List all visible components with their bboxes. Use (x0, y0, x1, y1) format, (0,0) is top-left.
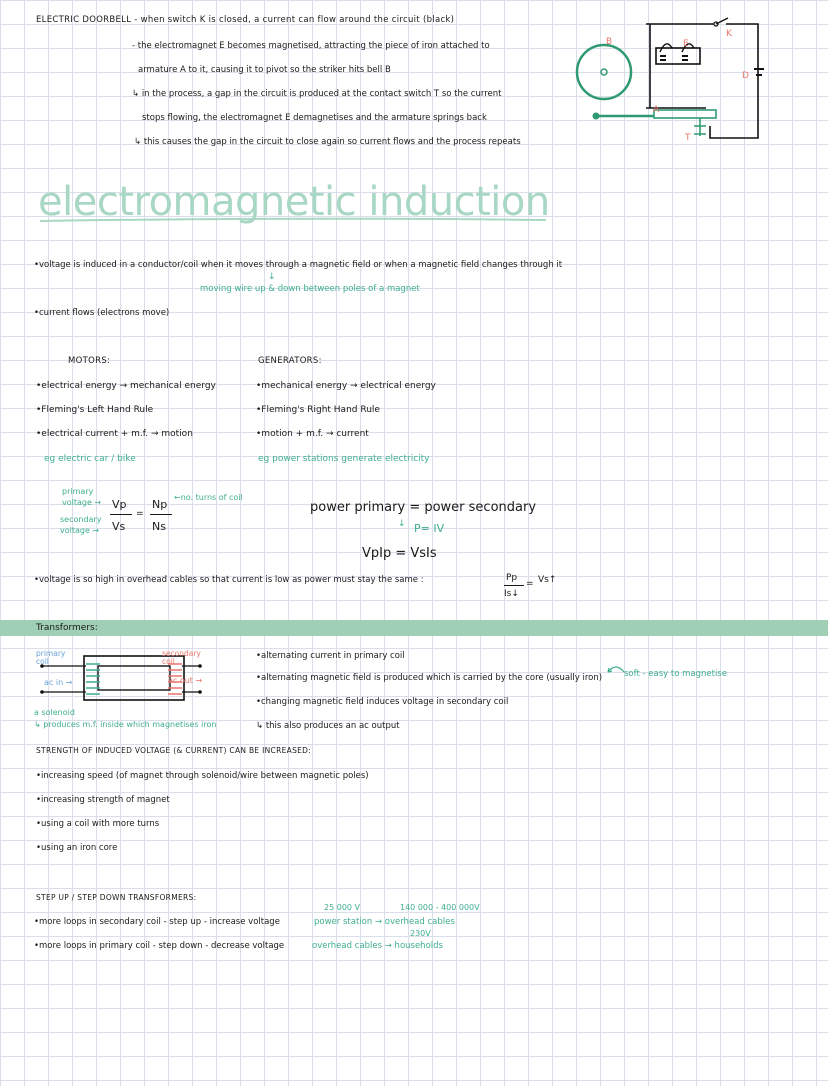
vs: Vs (112, 520, 126, 533)
transformer-point-4: ↳ this also produces an ac output (256, 721, 400, 731)
stepup-item-2: •more loops in primary coil - step down - decrease voltage (34, 941, 285, 951)
bell-shape (577, 45, 631, 99)
power-equation: power primary = power secondary (310, 500, 537, 515)
generators-header: GENERATORS: (258, 356, 322, 366)
label-t: T (685, 133, 691, 143)
strength-item-3: •using a coil with more turns (36, 819, 160, 829)
equation-equals: = (136, 509, 144, 519)
fraction-line-n (150, 514, 172, 515)
doorbell-line-1: ELECTRIC DOORBELL - when switch K is closed, a current can flow around the circuit (black) (36, 15, 455, 25)
flow-power-station: power station → overhead cables (314, 917, 455, 927)
vpip-equation: VpIp = VsIs (362, 546, 437, 561)
label-k: K (726, 29, 732, 39)
generators-item-2: •Fleming's Right Hand Rule (256, 405, 380, 415)
strength-item-1: •increasing speed (of magnet through solenoid/wire between magnetic poles) (36, 771, 369, 781)
stepup-item-1: •more loops in secondary coil - step up - increase voltage (34, 917, 280, 927)
doorbell-line-2: - the electromagnet E becomes magnetised, attracting the piece of iron attached to (132, 41, 490, 51)
strength-item-2: •increasing strength of magnet (36, 795, 170, 805)
primary-voltage-label-2: voltage → (62, 498, 102, 507)
overhead-text: •voltage is so high in overhead cables so that current is low as power must stay the same : (34, 575, 424, 585)
voltage-230: 230V (410, 929, 431, 938)
ac-in-label: ac in → (44, 678, 73, 687)
transformer-point-2: •alternating magnetic field is produced which is carried by the core (usually iron) (256, 673, 603, 683)
primary-coil-label: primary coil (36, 649, 66, 666)
doorbell-circuit-diagram (570, 14, 770, 154)
doorbell-line-6: ↳ this causes the gap in the circuit to close again so current flows and the process repeats (134, 137, 521, 147)
stepup-header: STEP UP / STEP DOWN TRANSFORMERS: (36, 893, 197, 902)
solenoid-note: ↳ produces m.f. inside which magnetises iron (34, 720, 217, 729)
soft-note-arrow (606, 664, 626, 678)
vp: Vp (112, 498, 127, 511)
title-underline (38, 216, 548, 224)
overhead-equals: = (526, 579, 534, 589)
soft-note: soft - easy to magnetise (624, 669, 727, 679)
generators-item-1: •mechanical energy → electrical energy (256, 381, 436, 391)
generators-example: eg power stations generate electricity (258, 454, 430, 464)
label-e: E (683, 39, 689, 49)
flow-households: overhead cables → households (312, 941, 443, 951)
turns-note: ←no. turns of coil (174, 493, 243, 502)
secondary-coil-label: secondary coil (162, 649, 201, 666)
induction-arrow: ↓ (268, 272, 276, 282)
np: Np (152, 498, 168, 511)
ns: Ns (152, 520, 166, 533)
motors-item-2: •Fleming's Left Hand Rule (36, 405, 154, 415)
strength-item-4: •using an iron core (36, 843, 118, 853)
overhead-vs: Vs↑ (538, 575, 557, 585)
doorbell-line-3: armature A to it, causing it to pivot so the striker hits bell B (138, 65, 391, 75)
secondary-voltage-label-1: secondary (60, 515, 102, 524)
voltage-25000: 25 000 V (324, 903, 361, 912)
strength-header: STRENGTH OF INDUCED VOLTAGE (& CURRENT) CAN BE INCREASED: (36, 746, 312, 755)
transformer-point-3: •changing magnetic field induces voltage in secondary coil (256, 697, 509, 707)
label-b: B (606, 37, 613, 47)
overhead-fraction-line (504, 585, 524, 586)
label-a: A (653, 105, 660, 115)
overhead-pp: Pp (506, 573, 518, 583)
induction-bullet-2: •current flows (electrons move) (34, 308, 170, 318)
fraction-line-v (110, 514, 132, 515)
motors-item-1: •electrical energy → mechanical energy (36, 381, 216, 391)
motors-header: MOTORS: (68, 356, 111, 366)
transformers-band (0, 620, 828, 636)
motors-example: eg electric car / bike (44, 454, 136, 464)
doorbell-line-4: ↳ in the process, a gap in the circuit is produced at the contact switch T so the current (132, 89, 502, 99)
voltage-range: 140 000 - 400 000V (400, 903, 480, 912)
armature (654, 110, 716, 118)
ac-out-label: ac out → (168, 676, 203, 685)
power-arrow: ↓ (398, 519, 406, 529)
transformers-header: Transformers: (36, 623, 98, 633)
secondary-voltage-label-2: voltage → (60, 526, 100, 535)
transformer-point-1: •alternating current in primary coil (256, 651, 405, 661)
induction-bullet-1: •voltage is induced in a conductor/coil when it moves through a magnetic field or when a magnetic field changes through it (34, 260, 563, 270)
piv-equation: P= IV (414, 522, 445, 535)
page-title: electromagnetic induction (38, 179, 550, 225)
overhead-is: Is↓ (504, 589, 519, 599)
doorbell-line-5: stops flowing, the electromagnet E demagnetises and the armature springs back (142, 113, 487, 123)
motors-item-3: •electrical current + m.f. → motion (36, 429, 193, 439)
induction-note: moving wire up & down between poles of a magnet (200, 284, 420, 294)
generators-item-3: •motion + m.f. → current (256, 429, 369, 439)
label-d: D (742, 71, 749, 81)
solenoid-label: a solenoid (34, 708, 75, 717)
primary-voltage-label-1: primary (62, 487, 94, 496)
